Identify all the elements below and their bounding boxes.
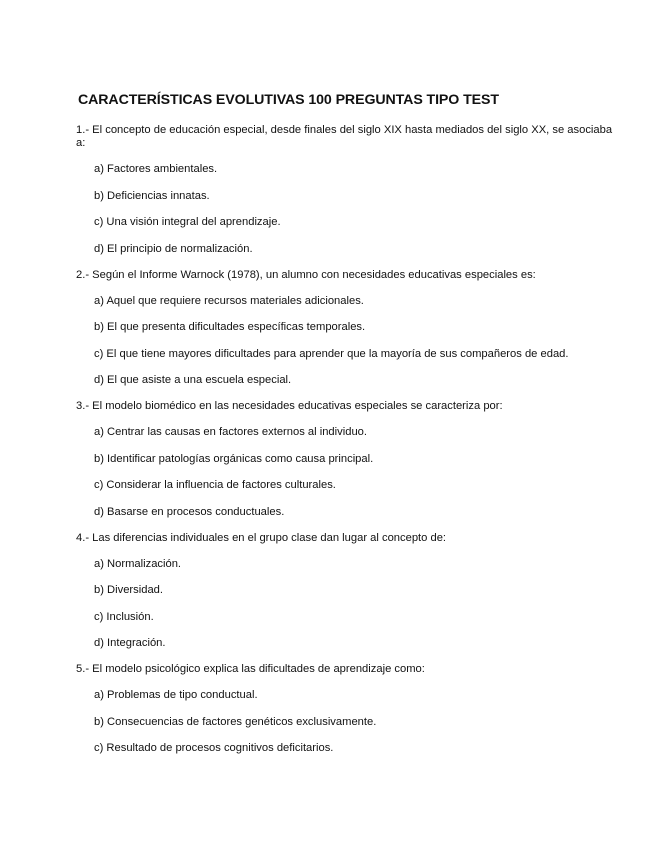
question-4	[76, 532, 616, 651]
answer-option: a) Aquel que requiere recursos materiales adicionales.	[94, 294, 364, 307]
question-text: 4.- Las diferencias individuales en el grupo clase dan lugar al concepto de:	[76, 531, 447, 544]
question-list	[76, 124, 616, 768]
answer-options	[76, 426, 616, 519]
answer-option: d) Basarse en procesos conductuales.	[94, 505, 285, 518]
answer-option: b) Consecuencias de factores genéticos exclusivamente.	[94, 715, 377, 728]
answer-option: c) Inclusión.	[94, 610, 154, 623]
question-3	[76, 400, 616, 519]
question-text: 1.- El concepto de educación especial, desde finales del siglo XIX hasta mediados del siglo XX, se asociaba a:	[76, 124, 613, 149]
answer-options	[76, 295, 616, 388]
answer-option: b) Identificar patologías orgánicas como causa principal.	[94, 452, 374, 465]
answer-option: c) Considerar la influencia de factores culturales.	[94, 479, 336, 491]
answer-option: a) Normalización.	[94, 557, 182, 570]
answer-option: a) Centrar las causas en factores externos al individuo.	[94, 426, 367, 438]
answer-option: a) Factores ambientales.	[94, 163, 218, 175]
answer-option: d) El principio de normalización.	[94, 242, 253, 255]
answer-option: c) Una visión integral del aprendizaje.	[94, 216, 281, 228]
answer-options	[76, 558, 616, 651]
answer-options	[76, 163, 616, 256]
question-5	[76, 663, 616, 755]
answer-options	[76, 689, 616, 755]
answer-option: c) Resultado de procesos cognitivos deficitarios.	[94, 742, 334, 754]
question-text: 5.- El modelo psicológico explica las dificultades de aprendizaje como:	[76, 663, 425, 675]
question-text: 3.- El modelo biomédico en las necesidades educativas especiales se caracteriza por:	[76, 400, 503, 412]
answer-option: d) El que asiste a una escuela especial.	[94, 374, 292, 386]
answer-option: b) Diversidad.	[94, 584, 164, 596]
document-title: CARACTERÍSTICAS EVOLUTIVAS 100 PREGUNTAS TIPO TEST	[78, 92, 499, 108]
answer-option: b) Deficiencias innatas.	[94, 189, 210, 202]
question-2	[76, 269, 616, 388]
answer-option: b) El que presenta dificultades específicas temporales.	[94, 321, 366, 333]
answer-option: d) Integración.	[94, 637, 166, 649]
answer-option: a) Problemas de tipo conductual.	[94, 689, 258, 701]
question-1	[76, 124, 616, 256]
answer-option: c) El que tiene mayores dificultades para aprender que la mayoría de sus compañeros de edad.	[94, 347, 569, 360]
question-text: 2.- Según el Informe Warnock (1978), un alumno con necesidades educativas especiales es:	[76, 268, 536, 281]
